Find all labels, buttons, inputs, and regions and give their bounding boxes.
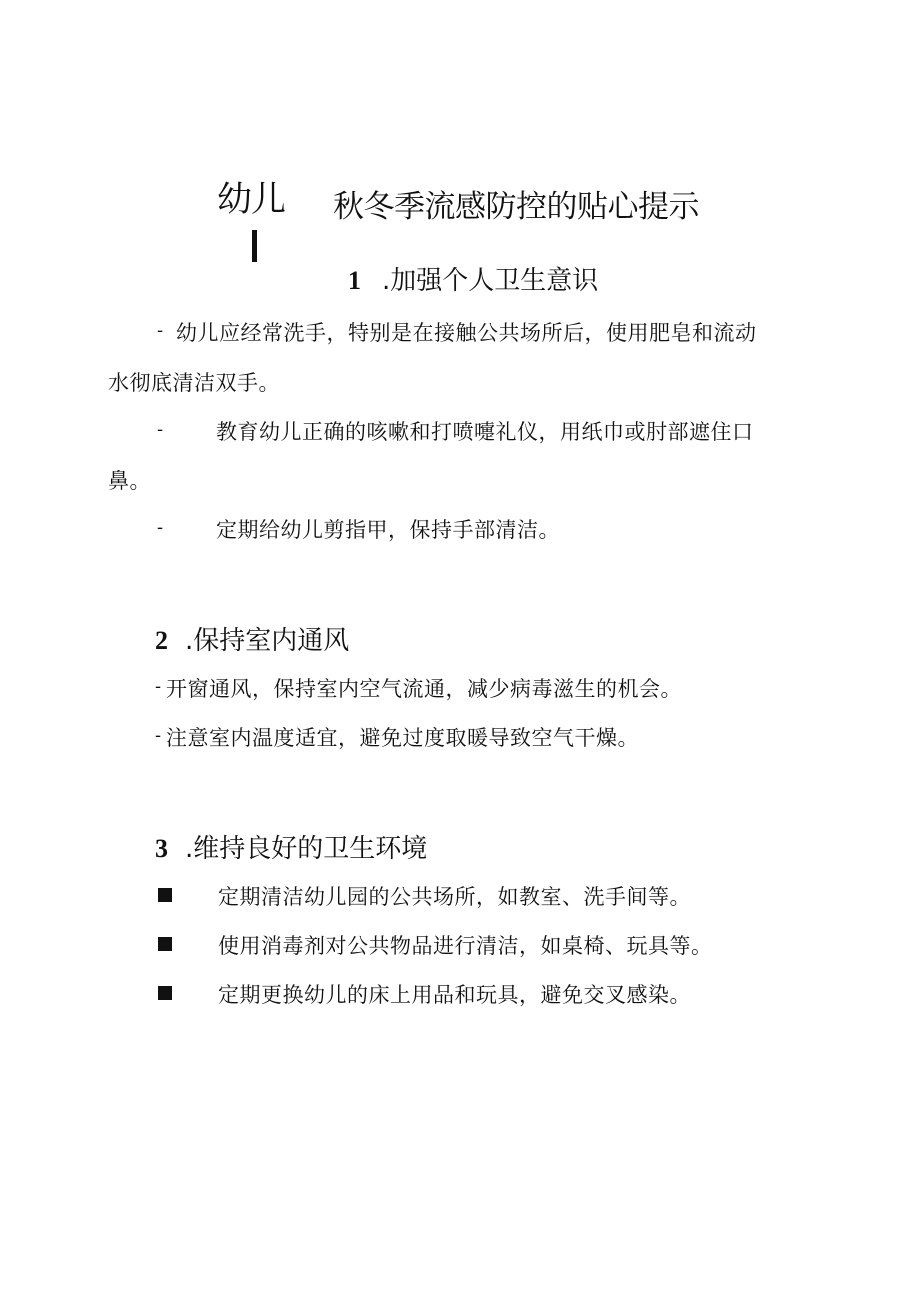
list-item-text: 定期给幼儿剪指甲，保持手部清洁。 <box>216 518 560 542</box>
square-bullet-icon <box>158 888 172 902</box>
section-3-number: 3 <box>155 834 168 863</box>
section-2-number: 2 <box>155 626 168 655</box>
title-left: 幼儿 <box>217 180 286 220</box>
list-item-text: 注意室内温度适宜，避免过度取暖导致空气干燥。 <box>166 726 639 750</box>
list-item-text-continued: 水彻底清洁双手。 <box>108 371 280 395</box>
list-item-text-continued: 鼻。 <box>108 469 151 493</box>
section-2-heading <box>155 620 349 657</box>
page-title: 秋冬季流感防控的贴心提示 <box>333 189 699 225</box>
section-2-title: .保持室内通风 <box>185 626 350 656</box>
list-item-marker: - <box>157 419 164 440</box>
list-item-text: 使用消毒剂对公共物品进行清洁，如桌椅、玩具等。 <box>218 934 713 958</box>
list-item-text: 定期更换幼儿的床上用品和玩具，避免交叉感染。 <box>218 983 691 1007</box>
section-1-heading <box>348 260 598 297</box>
section-1-number: 1 <box>348 266 361 295</box>
list-item-marker: - <box>157 517 164 538</box>
section-3-heading <box>155 828 427 865</box>
list-item-text: 开窗通风，保持室内空气流通，减少病毒滋生的机会。 <box>166 677 682 701</box>
list-item-marker: - <box>155 676 162 697</box>
list-item-text: 教育幼儿正确的咳嗽和打喷嚏礼仪，用纸巾或肘部遮住口 <box>216 420 754 444</box>
list-item-marker: - <box>155 725 162 746</box>
title-divider-bar <box>252 230 257 262</box>
list-item-text: 定期清洁幼儿园的公共场所，如教室、洗手间等。 <box>218 885 691 909</box>
list-item-marker: - <box>157 320 164 341</box>
section-3-title: .维持良好的卫生环境 <box>185 834 428 864</box>
square-bullet-icon <box>158 937 172 951</box>
section-1-title: .加强个人卫生意识 <box>382 266 599 296</box>
square-bullet-icon <box>158 986 172 1000</box>
list-item-text: 幼儿应经常洗手，特别是在接触公共场所后，使用肥皂和流动 <box>176 321 757 345</box>
